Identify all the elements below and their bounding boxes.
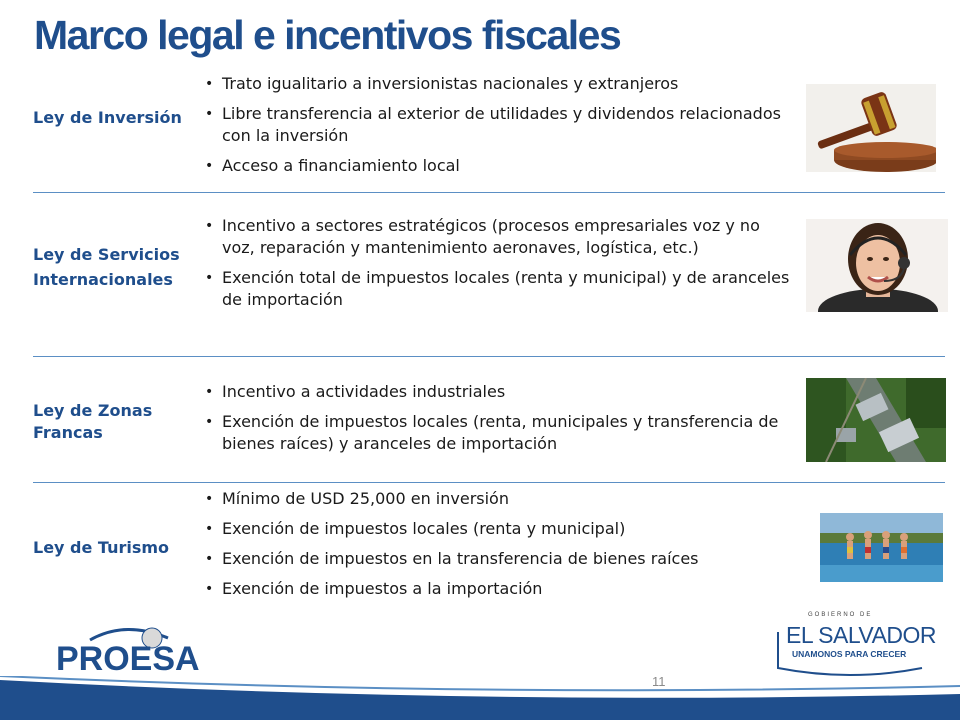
bullet-item: • Trato igualitario a inversionistas nacionales y extranjeros [202,73,802,95]
gavel-photo [806,84,936,172]
aerial-industrial-park-photo [806,378,946,462]
bullet-item: • Acceso a financiamiento local [202,155,802,177]
beach-family-photo [820,513,943,582]
section-divider [33,192,945,193]
bullet-item: • Libre transferencia al exterior de utilidades y dividendos relacionados con la inversión [202,103,782,147]
bullet-item: • Exención de impuestos en la transferencia de bienes raíces [202,548,812,570]
bullet-item: • Exención de impuestos a la importación [202,578,812,600]
proesa-wordmark: PROESA [56,640,200,678]
law-name: Ley de Turismo [33,538,170,557]
bullet-item: • Exención de impuestos locales (renta y municipal) [202,518,812,540]
bullet-item: • Exención total de impuestos locales (renta y municipal) y de aranceles de importación [202,267,792,311]
bullet-item: • Exención de impuestos locales (renta, municipales y transferencia de bienes raíces) y aranceles de importación [202,411,812,455]
gov-top-text: GOBIERNO DE [808,612,873,618]
section-divider [33,356,945,357]
el-salvador-logo [770,612,930,682]
section-divider [33,482,945,483]
footer-band [0,676,960,720]
slide-title: Marco legal e incentivos fiscales [34,12,621,58]
bullet-list [202,73,802,185]
law-name: Ley de Zonas Francas [33,401,153,442]
gov-name-text: EL SALVADOR [786,622,937,648]
call-center-agent-photo [806,219,948,312]
law-name: Ley de Servicios Internacionales [33,245,180,289]
law-name: Ley de Inversión [33,108,182,127]
bullet-list [202,381,812,463]
page-number: 11 [652,674,666,689]
bullet-item: • Incentivo a actividades industriales [202,381,812,403]
bullet-item: • Mínimo de USD 25,000 en inversión [202,488,812,510]
bullet-list [202,215,792,319]
gov-slogan-text: UNAMONOS PARA CRECER [792,649,907,659]
bullet-list [202,488,812,608]
bullet-item: • Incentivo a sectores estratégicos (procesos empresariales voz y no voz, reparación y mantenimiento aeronaves, logística, etc.) [202,215,792,259]
